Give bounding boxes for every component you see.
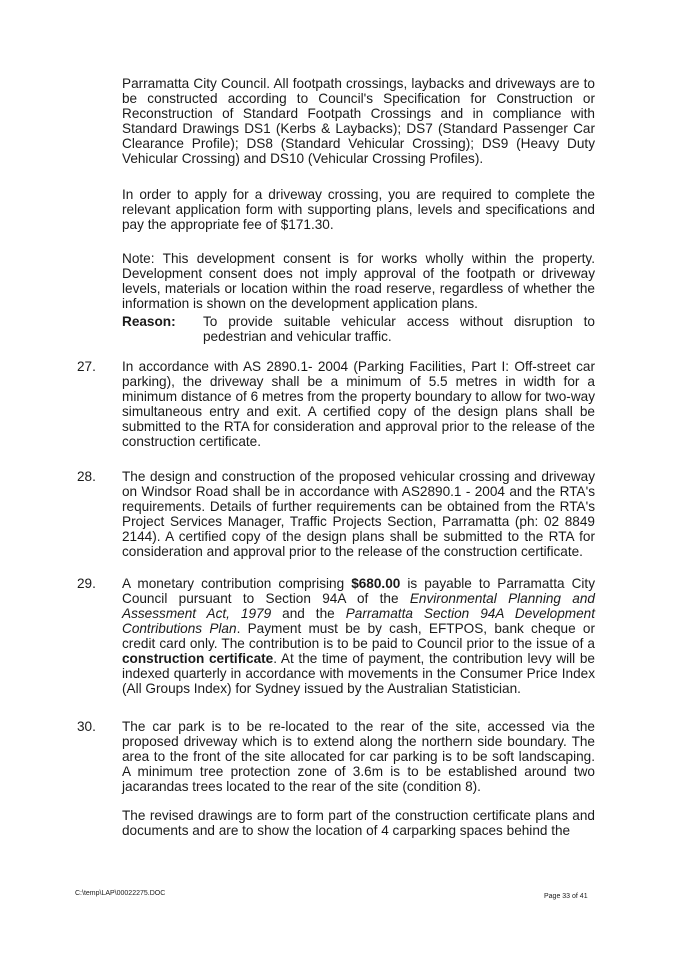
reason-label: Reason: xyxy=(122,314,176,329)
item-29-text-a: A monetary contribution comprising xyxy=(122,576,352,591)
item-text-28: The design and construction of the proposed vehicular crossing and driveway on Windsor Road shall be in accordance with AS2890.1 - 2004 and the RTA's requirements. Details of further requirements can be obtained from the RTA's Project Services Manager, Traffic Projects Section, Parramatta (ph: 02 8849 2144). A certified copy of the design plans shall be submitted to the RTA for consideration and approval prior to the release of the construction certificate. xyxy=(122,469,595,559)
item-number-30: 30. xyxy=(77,719,96,734)
item-29-text-e: . At the time of payment, the contribution levy will be indexed quarterly in accordance with movements in the Consumer Price Index (All Groups Index) for Sydney issued by the Australian Statistician. xyxy=(122,651,595,696)
construction-certificate-term: construction certificate xyxy=(122,651,274,666)
item-29-text-c: and the xyxy=(271,606,346,621)
item-number-29: 29. xyxy=(77,576,96,591)
item-text-30: The car park is to be re-located to the rear of the site, accessed via the proposed driveway which is to extend along the northern side boundary. The area to the front of the site allocated for car parking is to be soft landscaping. A minimum tree protection zone of 3.6m is to be established around two jacarandas trees located to the rear of the site (condition 8). xyxy=(122,719,595,794)
item-text-30-continued: The revised drawings are to form part of the construction certificate plans and documents and are to show the location of 4 carparking spaces behind the xyxy=(122,808,595,838)
intro-paragraph-2: In order to apply for a driveway crossing, you are required to complete the relevant application form with supporting plans, levels and specifications and pay the appropriate fee of $171.30. xyxy=(122,187,595,232)
item-29-text-b: is payable to Parramatta City Council pursuant to Section 94A of the xyxy=(122,576,595,606)
reason-text: To provide suitable vehicular access without disruption to pedestrian and vehicular traffic. xyxy=(203,314,595,344)
item-text-27: In accordance with AS 2890.1- 2004 (Parking Facilities, Part I: Off-street car parking), the driveway shall be a minimum of 5.5 metres in width for a minimum distance of 6 metres from the property boundary to allow for two-way simultaneous entry and exit. A certified copy of the design plans shall be submitted to the RTA for consideration and approval prior to the release of the construction certificate. xyxy=(122,359,595,449)
plan-title: Parramatta Section 94A Development Contributions Plan xyxy=(122,606,595,636)
contribution-amount: $680.00 xyxy=(351,576,401,591)
item-number-27: 27. xyxy=(77,359,96,374)
intro-note-paragraph: Note: This development consent is for works wholly within the property. Development consent does not imply approval of the footpath or driveway levels, materials or location within the road reserve, regardless of whether the information is shown on the development application plans. xyxy=(122,251,595,311)
item-number-28: 28. xyxy=(77,469,96,484)
footer-page-number: Page 33 of 41 xyxy=(544,893,588,900)
footer-file-path: C:\temp\LAP\00022275.DOC xyxy=(75,890,166,897)
act-title: Environmental Planning and Assessment Act, 1979 xyxy=(122,591,595,621)
item-29-text-d: . Payment must be by cash, EFTPOS, bank cheque or credit card only. The contribution is to be paid to Council prior to the issue of a xyxy=(122,621,595,651)
item-text-29 xyxy=(122,576,595,696)
intro-paragraph-1: Parramatta City Council. All footpath crossings, laybacks and driveways are to be constructed according to Council's Specification for Construction or Reconstruction of Standard Footpath Crossings and in compliance with Standard Drawings DS1 (Kerbs & Laybacks); DS7 (Standard Passenger Car Clearance Profile); DS8 (Standard Vehicular Crossing); DS9 (Heavy Duty Vehicular Crossing) and DS10 (Vehicular Crossing Profiles). xyxy=(122,76,595,166)
